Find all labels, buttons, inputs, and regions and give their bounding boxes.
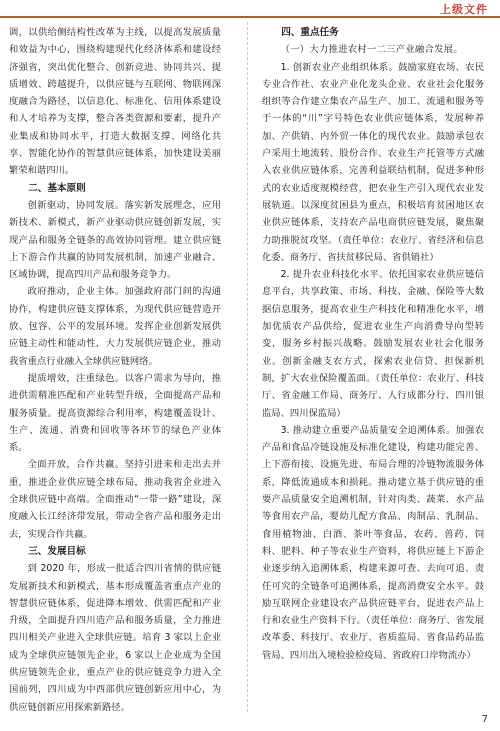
- page-number: 7: [481, 714, 488, 725]
- intro-paragraph: 调，以供给侧结构性改革为主线，以提高发展质量和效益为中心，围绕构建现代化经济体系和建设经济强省，突出优化整合、创新竞进、协同共兴、提质增效、跨越提升，以供应链与互联网、物联网深度融合为路径，以信息化、标准化、信用体系建设和人才培养为支撑，整合各类资源和要素，提升产业集成和协同水平，打造大数据支撑、网络化共享、智能化协作的智慧供应链体系，加快建设美丽繁荣和谐四川。: [9, 27, 221, 177]
- task-item-2: 2. 提升农业科技化水平。依托国家农业供应链信息平台，共享政策、市场、科技、金融、保险等大数据信息服务，提高农业生产科技化和精准化水平，增加优质农产品供给，促进农业生产向消费导向型转变，服务乡村振兴战略。鼓励发展农业社会化服务业。创新金融支农方式，探索农业信贷、担保新机制，扩大农业保险覆盖面。（责任单位：农业厅、科技厅、省金融工作局、商务厅、人行成都分行、四川银监局、四川保监局）: [262, 269, 484, 419]
- section-heading-tasks: 四、重点任务: [281, 27, 339, 38]
- left-column: [9, 24, 221, 716]
- principle-innovation: 创新驱动，协同发展。落实新发展理念，应用新技术、新模式，新产业驱动供应链创新发展，实现产品和服务全链条的高效协同管理。建立供应链上下游合作共赢的协同发展机制，加速产业融合、区域协调，提高四川产品和服务竞争力。: [9, 199, 221, 281]
- principle-open: 全面开放，合作共赢。坚持引进来和走出去并重，推进企业供应链全球布局，推动我省企业进入全球供应链中高端。全面推动“一带一路”建设，深度融入长江经济带发展，带动全省产品和服务走出去，实现合作共赢。: [9, 459, 221, 540]
- principle-quality: 提质增效，注重绿色。以客户需求为导向，推进供需精准匹配和产业转型升级，全面提高产品和服务质量。提高资源综合利用率，构建覆盖设计、生产、流通、消费和回收等各环节的绿色产业体系。: [9, 372, 221, 454]
- subsection-heading-rural: （一）大力推进农村一二三产业融合发展。: [280, 44, 463, 56]
- header-title: 上级文件: [440, 3, 488, 16]
- section-heading-targets: 三、发展目标: [28, 545, 86, 557]
- right-column: [262, 24, 484, 664]
- task-item-3: 3. 推动建立重要产品质量安全追溯体系。加强农产品和食品冷链设施及标准化建设，构建功能完善、上下游衔接、设施先进、布局合理的冷链物流服务体系，降低流通成本和损耗。推动建立基于供应链的重要产品质量安全追溯机制，针对肉类、蔬菜、水产品等食用农产品，婴幼儿配方食品、肉制品、乳制品、食用植物油、白酒、茶叶等食品，农药、兽药、饲料、肥料、种子等农业生产资料，将供应链上下游企业逐步纳入追溯体系，构建来源可查、去向可追、责任可究的全链条可追溯体系，提高消费安全水平。鼓励互联网企业建设农产品供应链平台，促进农产品上行和农业生产资料下行。（责任单位：商务厅、省发展改革委、科技厅、农业厅、省质监局、省食品药品监管局、四川出入境检验检疫局、省政府口岸物流办）: [262, 424, 484, 661]
- section-heading-principles: 二、基本原则: [28, 182, 86, 194]
- principle-government: 政府推动，企业主体。加强政府部门间的沟通协作，构建供应链支撑体系，为现代供应链营造开放、包容、公平的发展环境。发挥企业创新发展供应链主动性和能动性，大力发展供应链企业，推动我省重点行业融入全球供应链网络。: [9, 286, 221, 367]
- column-divider: [247, 22, 248, 712]
- target-paragraph: 到 2020 年，形成一批适合四川省情的供应链发展新技术和新模式，基本形成覆盖省重点产业的智慧供应链体系，促进降本增效、供需匹配和产业升级，全面提升四川造产品和服务质量，全力推进四川相关产业进入全球供应链。培育 3 家以上企业成为全球供应链领先企业，6 家以上企业成为全国供应链领先企业，重点产业的供应链竞争力进入全国前列，四川成为中西部供应链创新应用中心，为供应链创新应用探索新路径。: [9, 563, 221, 713]
- page-header: [0, 0, 500, 18]
- task-item-1: 1. 创新农业产业组织体系。鼓励家庭农场、农民专业合作社、农业产业化龙头企业、农业社会化服务组织等合作建立集农产品生产、加工、流通和服务等于一体的“川”字号特色农业供应链体系，发展种养加、产供销、内外贸一体化的现代农业。鼓励承包农户采用土地流转、股份合作、农业生产托管等方式融入农业供应链体系，完善利益联结机制，促进多种形式的农业适度规模经营，把农业生产引入现代农业发展轨道。以深度贫困县为重点，积极培育贫困地区农业供应链体系，支持农产品电商供应链发展，聚焦聚力助推脱贫攻坚。（责任单位：农业厅、省经济和信息化委、商务厅、省扶贫移民局、省供销社）: [262, 61, 484, 263]
